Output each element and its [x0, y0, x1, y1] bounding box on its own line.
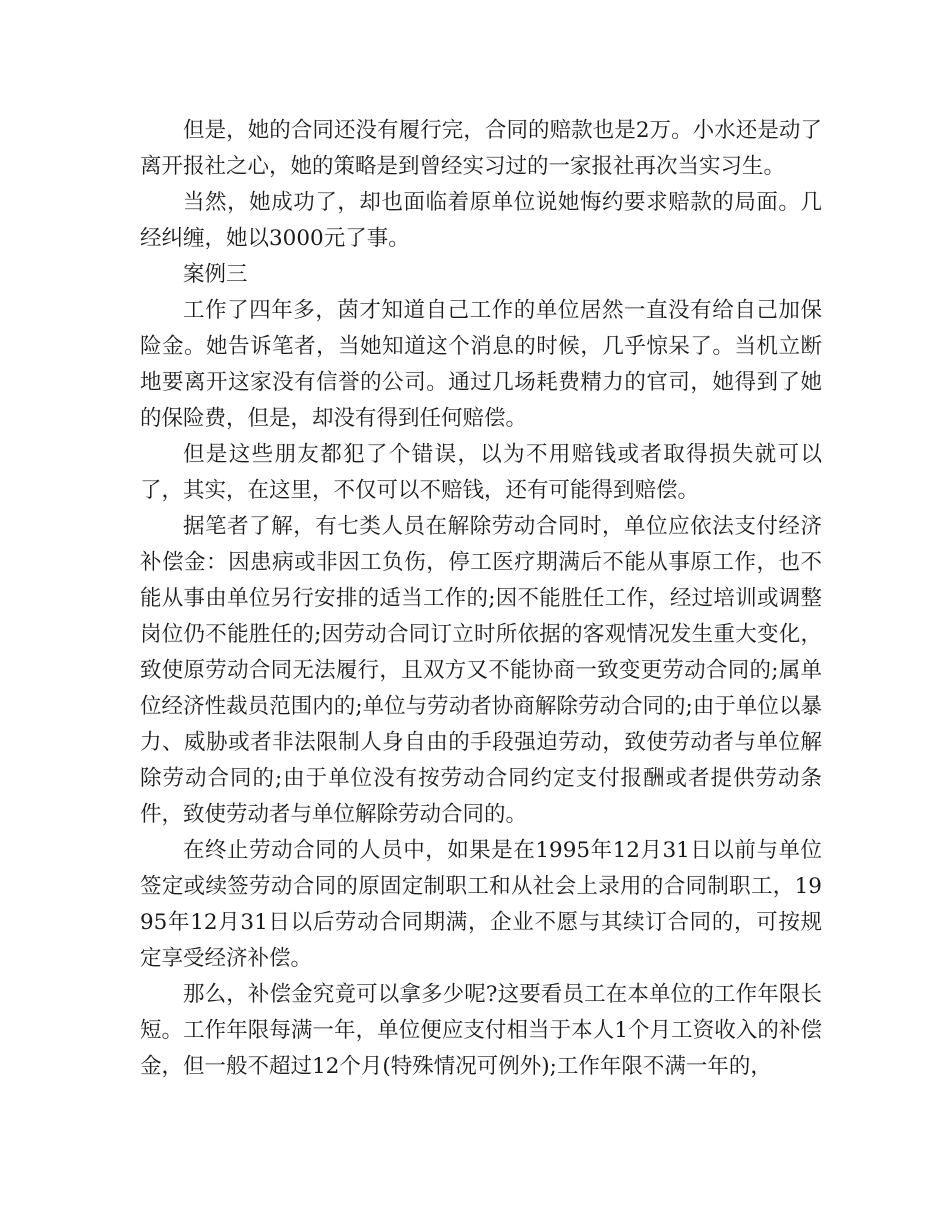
- paragraph: 那么，补偿金究竟可以拿多少呢?这要看员工在本单位的工作年限长短。工作年限每满一年，单位便应支付相当于本人1个月工资收入的补偿金，但一般不超过12个月(特殊情况可例外);工作年限不满一年的，: [140, 982, 822, 1079]
- paragraph: 在终止劳动合同的人员中，如果是在1995年12月31日以前与单位签定或续签劳动合同的原固定制职工和从社会上录用的合同制职工，1995年12月31日以后劳动合同期满，企业不愿与其续订合同的，可按规定享受经济补偿。: [140, 838, 822, 971]
- document-page: [140, 113, 822, 1085]
- paragraph: 但是这些朋友都犯了个错误，以为不用赔钱或者取得损失就可以了，其实，在这里，不仅可以不赔钱，还有可能得到赔偿。: [140, 442, 822, 503]
- paragraph: 据笔者了解，有七类人员在解除劳动合同时，单位应依法支付经济补偿金：因患病或非因工负伤，停工医疗期满后不能从事原工作，也不能从事由单位另行安排的适当工作的;因不能胜任工作，经过培训或调整岗位仍不能胜任的;因劳动合同订立时所依据的客观情况发生重大变化，致使原劳动合同无法履行，且双方又不能协商一致变更劳动合同的;属单位经济性裁员范围内的;单位与劳动者协商解除劳动合同的;由于单位以暴力、威胁或者非法限制人身自由的手段强迫劳动，致使劳动者与单位解除劳动合同的;由于单位没有按劳动合同约定支付报酬或者提供劳动条件，致使劳动者与单位解除劳动合同的。: [140, 514, 822, 827]
- paragraph: 但是，她的合同还没有履行完，合同的赔款也是2万。小水还是动了离开报社之心，她的策略是到曾经实习过的一家报社再次当实习生。: [140, 118, 822, 179]
- paragraph: 工作了四年多，茵才知道自己工作的单位居然一直没有给自己加保险金。她告诉笔者，当她知道这个消息的时候，几乎惊呆了。当机立断地要离开这家没有信誉的公司。通过几场耗费精力的官司，她得到了她的保险费，但是，却没有得到任何赔偿。: [140, 298, 822, 431]
- section-heading: 案例三: [183, 262, 248, 287]
- paragraph: 当然，她成功了，却也面临着原单位说她悔约要求赔款的局面。几经纠缠，她以3000元了事。: [140, 190, 822, 251]
